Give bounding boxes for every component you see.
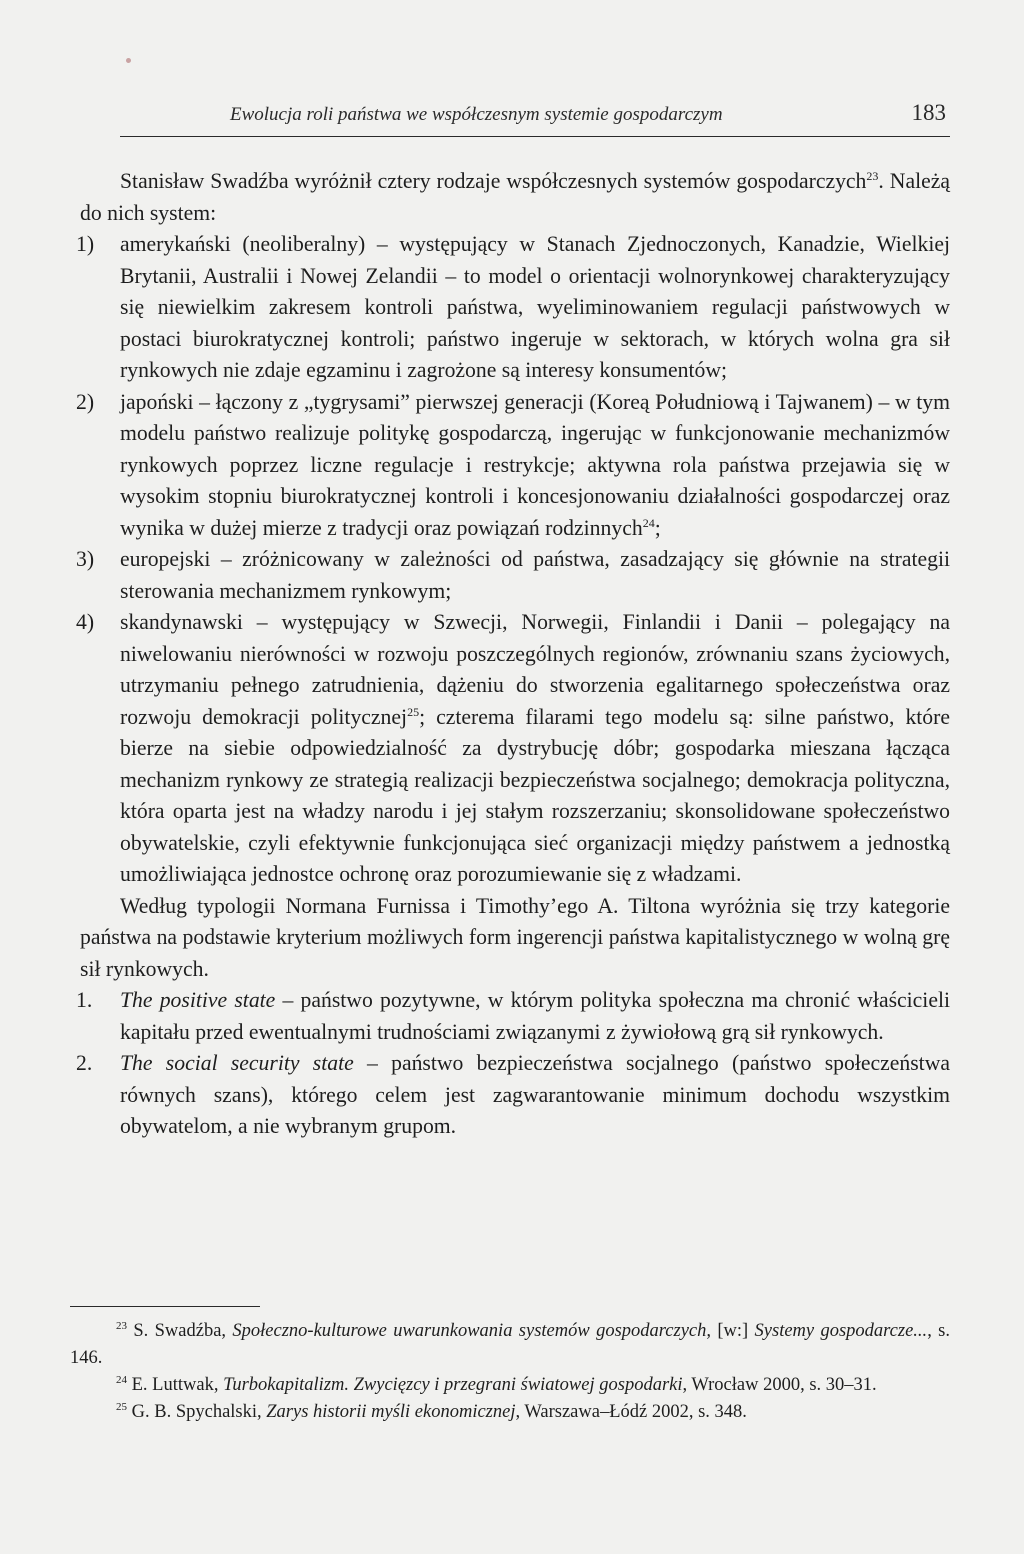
list-marker: 1. — [76, 988, 93, 1012]
list-item — [76, 607, 950, 891]
list-item-text-end: ; czterema filarami tego modelu są: silne państwo, które bierze na siebie odpowiedzialność za dystrybucję dóbr; gospodarka mieszana łącząca mechanizm rynkowy ze strategią realizacji bezpieczeństwa socjalnego; demokracja polityczna, która oparta jest na władzy narodu i jej stałym rozszerzaniu; skonsolidowane społeczeństwo obywatelskie, czyli efektywnie funkcjonująca sieć organizacji między państwem a jednostką umożliwiająca jednostce ochronę oraz porozumiewanie się z władzami. — [120, 704, 950, 886]
term: The positive state — [120, 988, 276, 1012]
list-item-text: – państwo pozytywne, w którym polityka społeczna ma chronić właścicieli kapitału przed ewentualnymi trudnościami związanymi z żywiołową grą sił rynkowych. — [120, 988, 950, 1044]
footnote-author: G. B. Spychalski, — [131, 1402, 267, 1422]
list-item — [76, 985, 950, 1048]
systems-list — [76, 229, 950, 891]
list-marker: 3) — [76, 547, 95, 571]
intro-text-end: . Należą do nich system: — [80, 169, 950, 225]
footnote — [70, 1399, 950, 1426]
footnote-number: 23 — [116, 1319, 127, 1332]
page-number: 183 — [911, 100, 946, 125]
footnote-number: 24 — [116, 1373, 127, 1386]
list-marker: 2) — [76, 389, 95, 414]
list-item-text: europejski – zróżnicowany w zależności od państwa, zasadzający się głównie na strategii sterowania mechanizmem rynkowym; — [120, 547, 950, 603]
footnote-author: S. Swadźba, — [133, 1321, 233, 1341]
footnote-ref-23: 23 — [866, 168, 879, 183]
ink-speck — [126, 58, 131, 63]
list-item — [76, 544, 950, 607]
footnote-separator — [70, 1306, 260, 1307]
list-marker: 1) — [76, 232, 95, 256]
list-item-text: – państwo bezpieczeństwa socjalnego (państwo społeczeństwa równych szans), którego celem jest zagwarantowanie minimum dochodu wszystkim obywatelom, a nie wybranym grupom. — [120, 1051, 950, 1138]
list-marker: 4) — [76, 610, 95, 634]
footnote-title: Turbokapitalizm. Zwycięzcy i przegrani światowej gospodarki — [223, 1375, 683, 1395]
intro-text: Stanisław Swadźba wyróżnił cztery rodzaje współczesnych systemów gospodarczych — [120, 169, 867, 193]
footnote-title: Społeczno-kulturowe uwarunkowania systemów gospodarczych, — [232, 1321, 711, 1341]
footnote-title: Zarys historii myśli ekonomicznej — [266, 1402, 516, 1422]
footnote-title: Systemy gospodarcze... — [754, 1321, 928, 1341]
list-marker: 2. — [76, 1051, 93, 1075]
state-types-list — [76, 985, 950, 1143]
main-text — [76, 166, 950, 1143]
footnote-text: , Warszawa–Łódź 2002, s. 348. — [515, 1402, 747, 1422]
list-item-text: amerykański (neoliberalny) – występujący w Stanach Zjednoczonych, Kanadzie, Wielkiej Brytanii, Australii i Nowej Zelandii – to model o orientacji wolnorynkowej charakteryzujący się niewielkim zakresem kontroli państwa, wyeliminowaniem regulacji państwowych w postaci biurokratycznej kontroli; państwo ingeruje w sektorach, w których wolna gra sił rynkowych nie zdaje egzaminu i zagrożone są interesy konsumentów; — [120, 232, 950, 382]
term: The social security state — [120, 1051, 354, 1075]
footnote-number: 25 — [116, 1400, 127, 1413]
running-header — [120, 100, 950, 137]
list-item — [76, 229, 950, 387]
footnote-ref-24: 24 — [642, 515, 655, 530]
typology-paragraph: Według typologii Normana Furnissa i Timothy’ego A. Tiltona wyróżnia się trzy kategorie państwa na podstawie kryterium możliwych form ingerencji państwa kapitalistycznego w wolną grę sił rynkowych. — [80, 893, 950, 981]
list-item — [76, 1048, 950, 1143]
footnote-author: E. Luttwak, — [131, 1375, 224, 1395]
footnote-text: , s. 146. — [70, 1321, 950, 1368]
footnote-ref-25: 25 — [407, 704, 420, 719]
running-title: Ewolucja roli państwa we współczesnym systemie gospodarczym — [230, 104, 723, 125]
list-item-text: japoński – łączony z „tygrysami” pierwszej generacji (Koreą Południową i Tajwanem) – w tym modelu państwo realizuje politykę gospodarczą, ingerując w funkcjonowanie mechanizmów rynkowych poprzez liczne regulacje i restrykcje; aktywna rola państwa przejawia się w wysokim stopniu biurokratycznej kontroli i koncesjonowaniu działalności gospodarczej oraz wynika w dużej mierze z tradycji oraz powiązań rodzinnych — [120, 389, 950, 540]
footnote-text: [w:] — [711, 1321, 755, 1341]
list-item-text-end: ; — [654, 515, 661, 540]
footnotes — [70, 1318, 950, 1426]
footnote — [70, 1372, 950, 1399]
footnote-text: , Wrocław 2000, s. 30–31. — [682, 1375, 877, 1395]
intro-paragraph — [80, 166, 950, 229]
footnote — [70, 1318, 950, 1372]
list-item-text: skandynawski – występujący w Szwecji, Norwegii, Finlandii i Danii – polegający na niwelowaniu nierówności w rozwoju poszczególnych regionów, zrównaniu szans życiowych, utrzymaniu pełnego zatrudnienia, dążeniu do stworzenia egalitarnego społeczeństwa oraz rozwoju demokracji politycznej — [120, 610, 950, 729]
list-item — [76, 387, 950, 545]
